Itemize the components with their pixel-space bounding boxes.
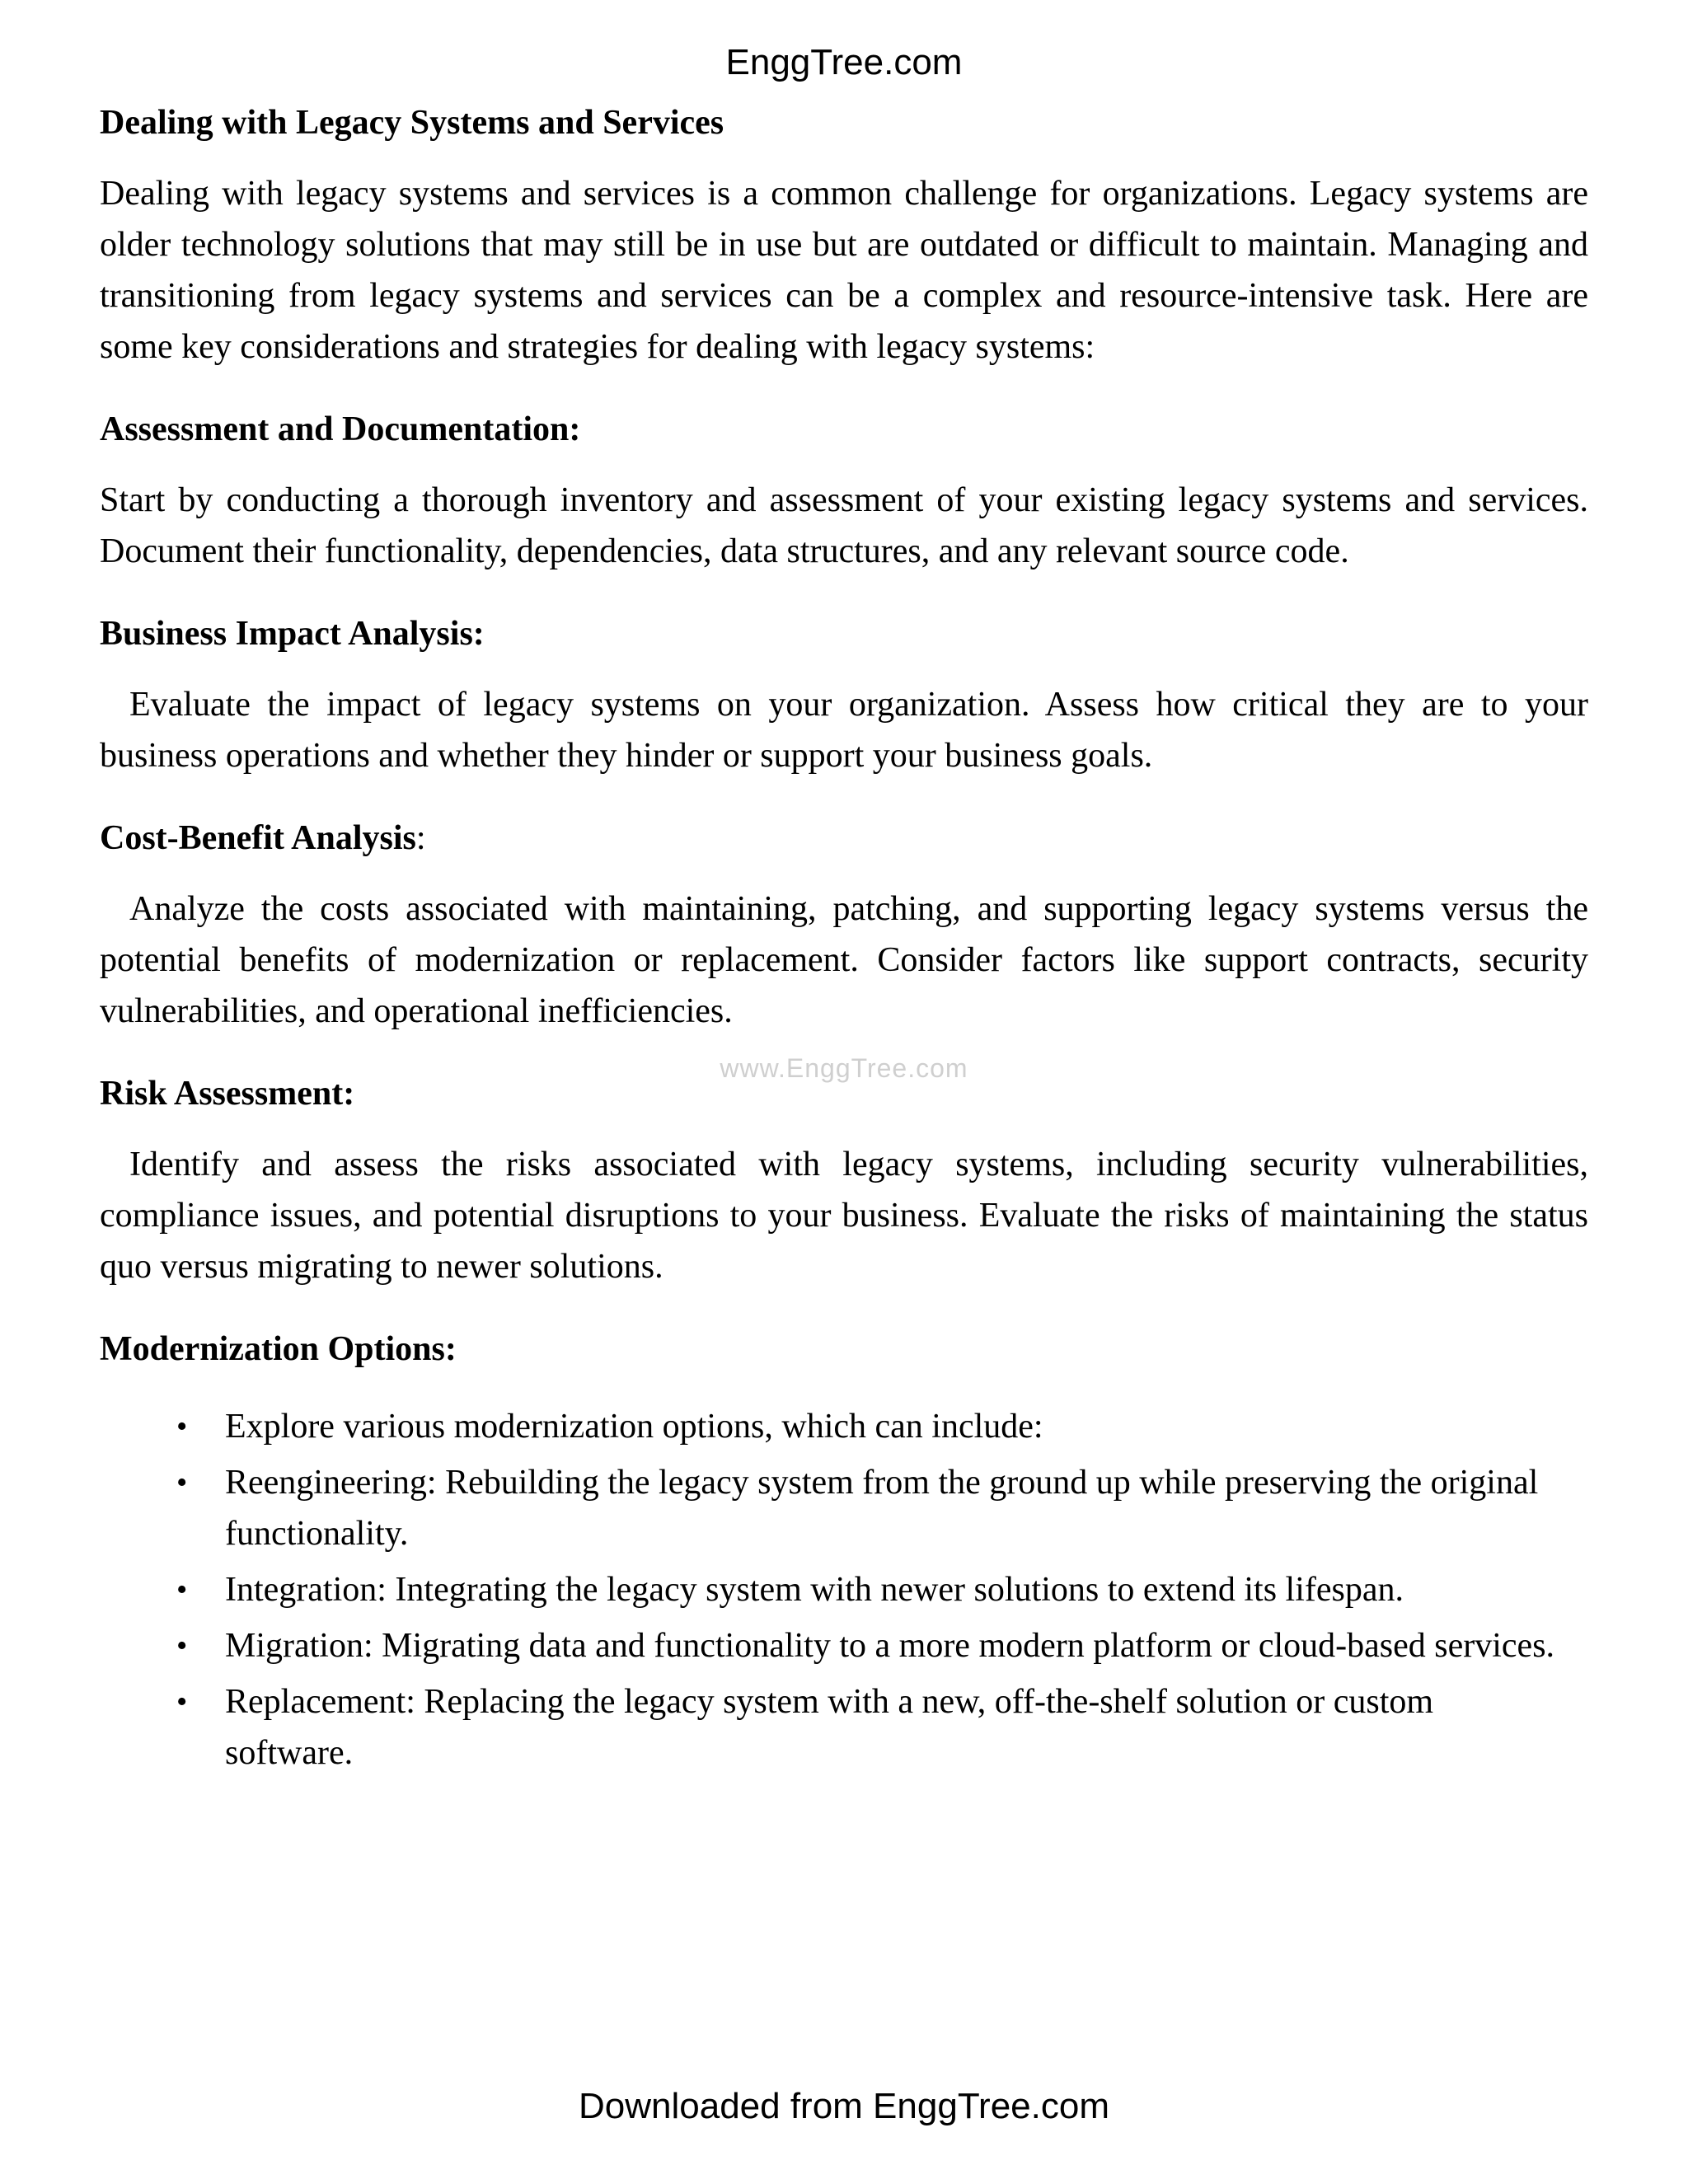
list-item-text: Explore various modernization options, which can include: bbox=[225, 1408, 1043, 1446]
list-item bbox=[176, 1457, 1588, 1559]
section-body-assessment: Start by conducting a thorough inventory and assessment of your existing legacy systems and services. Document their functionality, dependencies, data structures, and any relevant source code. bbox=[100, 481, 1588, 570]
section-body-risk: Identify and assess the risks associated with legacy systems, including security vulnerabilities, compliance issues, and potential disruptions to your business. Evaluate the risks of maintaining the status quo versus migrating to newer solutions. bbox=[100, 1146, 1588, 1286]
section-heading-cost-benefit-colon: : bbox=[415, 819, 426, 857]
bullet-icon: • bbox=[176, 1572, 188, 1607]
list-item-text: Replacement: Replacing the legacy system with a new, off-the-shelf solution or custom software. bbox=[225, 1683, 1434, 1772]
section-heading-modernization: Modernization Options: bbox=[100, 1330, 457, 1368]
list-item bbox=[176, 1620, 1588, 1671]
section-heading-cost-benefit bbox=[100, 813, 1588, 864]
section-heading-business-impact: Business Impact Analysis: bbox=[100, 615, 485, 653]
section-heading-assessment: Assessment and Documentation: bbox=[100, 410, 581, 448]
document-body bbox=[100, 97, 1588, 1783]
modernization-options-list bbox=[100, 1401, 1588, 1779]
document-title: Dealing with Legacy Systems and Services bbox=[100, 104, 724, 142]
list-item bbox=[176, 1401, 1588, 1452]
list-item-text: Reengineering: Rebuilding the legacy system from the ground up while preserving the original functionality. bbox=[225, 1464, 1539, 1553]
bullet-icon: • bbox=[176, 1409, 188, 1444]
page-header-site: EnggTree.com bbox=[725, 42, 963, 82]
bullet-icon: • bbox=[176, 1629, 188, 1663]
section-body-cost-benefit: Analyze the costs associated with maintaining, patching, and supporting legacy systems versus the potential benefits of modernization or replacement. Consider factors like support contracts, security vulnerabilities, and operational inefficiencies. bbox=[100, 890, 1588, 1030]
bullet-icon: • bbox=[176, 1465, 188, 1500]
list-item bbox=[176, 1676, 1588, 1779]
watermark: www.EnggTree.com bbox=[720, 1053, 968, 1083]
list-item bbox=[176, 1564, 1588, 1615]
list-item-text: Migration: Migrating data and functionality to a more modern platform or cloud-based services. bbox=[225, 1627, 1555, 1665]
section-heading-risk: Risk Assessment: bbox=[100, 1075, 355, 1113]
section-body-business-impact: Evaluate the impact of legacy systems on your organization. Assess how critical they are to your business operations and whether they hinder or support your business goals. bbox=[100, 686, 1588, 775]
intro-paragraph: Dealing with legacy systems and services is a common challenge for organizations. Legacy systems are older technology solutions that may still be in use but are outdated or difficult to maintain. Managing and transitioning from legacy systems and services can be a complex and resource-intensive task. Here are some key considerations and strategies for dealing with legacy systems: bbox=[100, 175, 1588, 366]
list-item-text: Integration: Integrating the legacy system with newer solutions to extend its lifespan. bbox=[225, 1571, 1404, 1609]
section-heading-cost-benefit-text: Cost-Benefit Analysis bbox=[100, 819, 416, 857]
bullet-icon: • bbox=[176, 1685, 188, 1719]
page-footer: Downloaded from EnggTree.com bbox=[578, 2086, 1109, 2126]
